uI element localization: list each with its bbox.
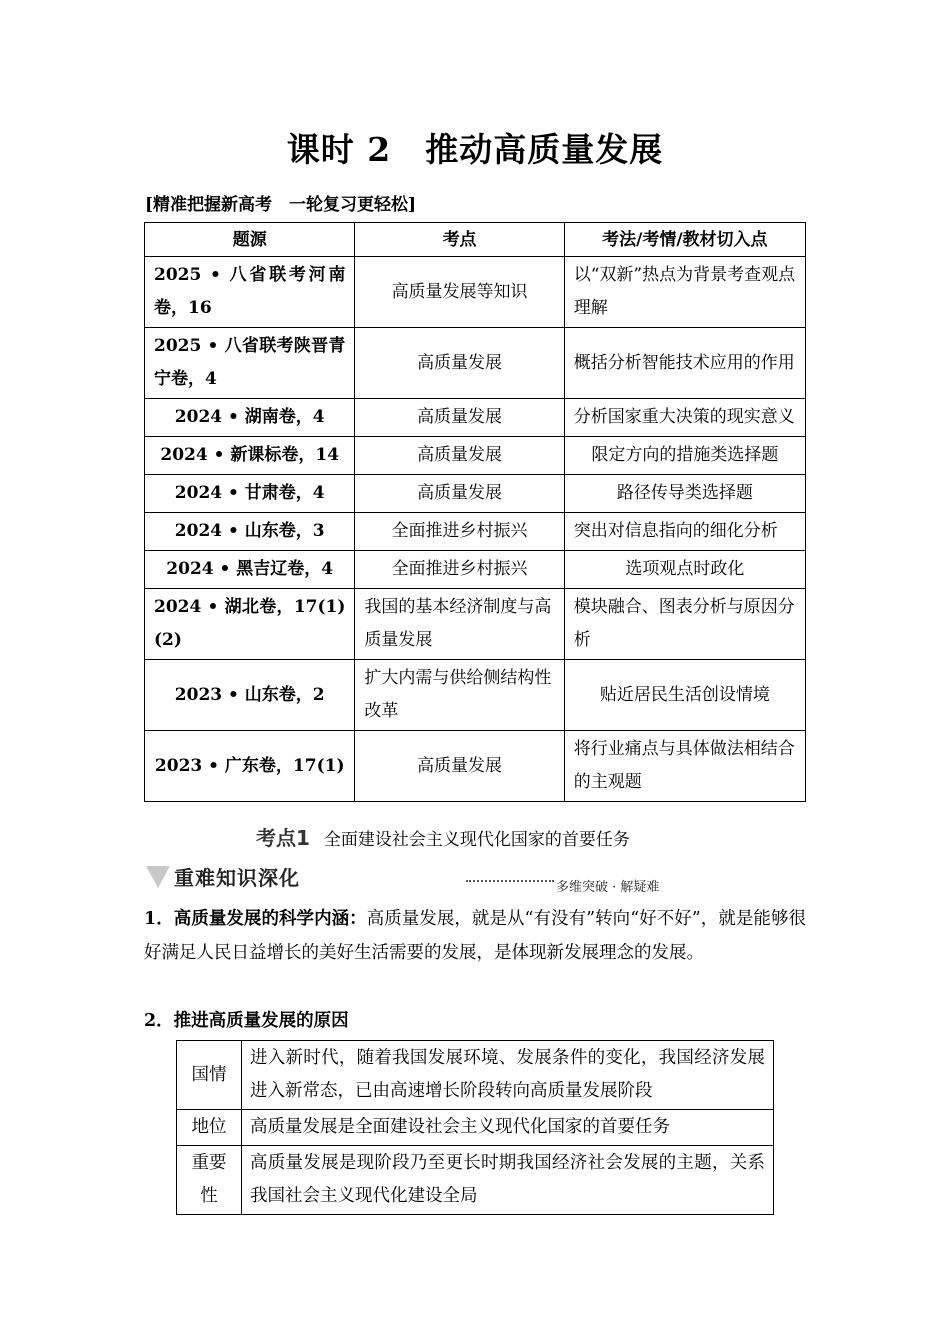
cell-point: 高质量发展: [355, 731, 564, 802]
dotted-divider: [466, 880, 554, 882]
table-row: [145, 589, 806, 660]
table-row: [145, 257, 806, 328]
header-method: 考法/考情/教材切入点: [564, 223, 805, 257]
cell-method: 将行业痛点与具体做法相结合的主观题: [564, 731, 805, 802]
cell-method: 突出对信息指向的细化分析: [564, 513, 805, 551]
cell-value: 高质量发展是现阶段乃至更长时期我国经济社会发展的主题，关系我国社会主义现代化建设全局: [242, 1146, 774, 1215]
cell-method: 贴近居民生活创设情境: [564, 660, 805, 731]
cell-method: 选项观点时政化: [564, 551, 805, 589]
cell-value: 高质量发展是全面建设社会主义现代化国家的首要任务: [242, 1110, 774, 1146]
table-row: [177, 1146, 774, 1215]
cell-point: 高质量发展: [355, 437, 564, 475]
table-row: [177, 1041, 774, 1110]
cell-method: 路径传导类选择题: [564, 475, 805, 513]
reason-table: [176, 1040, 774, 1215]
cell-source: 2023 • 广东卷，17(1): [145, 731, 355, 802]
table-row: [145, 399, 806, 437]
header-point: 考点: [355, 223, 564, 257]
table-row: [145, 551, 806, 589]
exam-point-title: 全面建设社会主义现代化国家的首要任务: [323, 830, 630, 850]
cell-key: 国情: [177, 1041, 242, 1110]
table-row: [145, 731, 806, 802]
cell-point: 高质量发展等知识: [355, 257, 564, 328]
cell-point: 高质量发展: [355, 399, 564, 437]
table-row: [145, 475, 806, 513]
cell-source: 2025 • 八省联考河南卷，16: [145, 257, 355, 328]
cell-source: 2024 • 甘肃卷，4: [145, 475, 355, 513]
cell-source: 2023 • 山东卷，2: [145, 660, 355, 731]
exam-source-table: [144, 222, 806, 802]
paragraph-scientific-meaning: [144, 902, 806, 970]
cell-method: 限定方向的措施类选择题: [564, 437, 805, 475]
section-banner: [146, 860, 660, 895]
table-row: [145, 513, 806, 551]
subheading: [精准把握新高考 一轮复习更轻松]: [145, 195, 417, 215]
cell-value: 进入新时代，随着我国发展环境、发展条件的变化，我国经济发展进入新常态，已由高速增长阶段转向高质量发展阶段: [242, 1041, 774, 1110]
cell-point: 高质量发展: [355, 475, 564, 513]
cell-point: 全面推进乡村振兴: [355, 551, 564, 589]
exam-point-tag: 考点1: [256, 826, 310, 850]
header-source: 题源: [145, 223, 355, 257]
cell-source: 2024 • 山东卷，3: [145, 513, 355, 551]
cell-point: 全面推进乡村振兴: [355, 513, 564, 551]
banner-label: 重难知识深化: [174, 866, 300, 890]
table-row: [177, 1110, 774, 1146]
cell-source: 2024 • 新课标卷，14: [145, 437, 355, 475]
triangle-icon: [146, 866, 170, 888]
paragraph-text: 高质量发展，就是从“有没有”转向“好不好”，就是能够很好满足人民日益增长的美好生活需要的发展，是体现新发展理念的发展。: [144, 909, 806, 963]
cell-key: 地位: [177, 1110, 242, 1146]
cell-source: 2025 • 八省联考陕晋青宁卷，4: [145, 328, 355, 399]
table-header-row: [145, 223, 806, 257]
paragraph-lead: 1．高质量发展的科学内涵：: [144, 909, 367, 929]
page-title: 课时 2 推动高质量发展: [286, 130, 664, 169]
cell-key: 重要性: [177, 1146, 242, 1215]
cell-source: 2024 • 黑吉辽卷，4: [145, 551, 355, 589]
cell-point: 我国的基本经济制度与高质量发展: [355, 589, 564, 660]
cell-source: 2024 • 湖北卷，17(1)(2): [145, 589, 355, 660]
cell-point: 高质量发展: [355, 328, 564, 399]
banner-subtitle: 多维突破 · 解疑难: [556, 880, 660, 895]
section-heading-reasons: 2．推进高质量发展的原因: [144, 1011, 349, 1031]
table-row: [145, 437, 806, 475]
cell-method: 以“双新”热点为背景考查观点理解: [564, 257, 805, 328]
cell-method: 模块融合、图表分析与原因分析: [564, 589, 805, 660]
cell-method: 分析国家重大决策的现实意义: [564, 399, 805, 437]
exam-point-heading: [256, 822, 630, 851]
cell-source: 2024 • 湖南卷，4: [145, 399, 355, 437]
cell-method: 概括分析智能技术应用的作用: [564, 328, 805, 399]
table-row: [145, 660, 806, 731]
table-row: [145, 328, 806, 399]
cell-point: 扩大内需与供给侧结构性改革: [355, 660, 564, 731]
